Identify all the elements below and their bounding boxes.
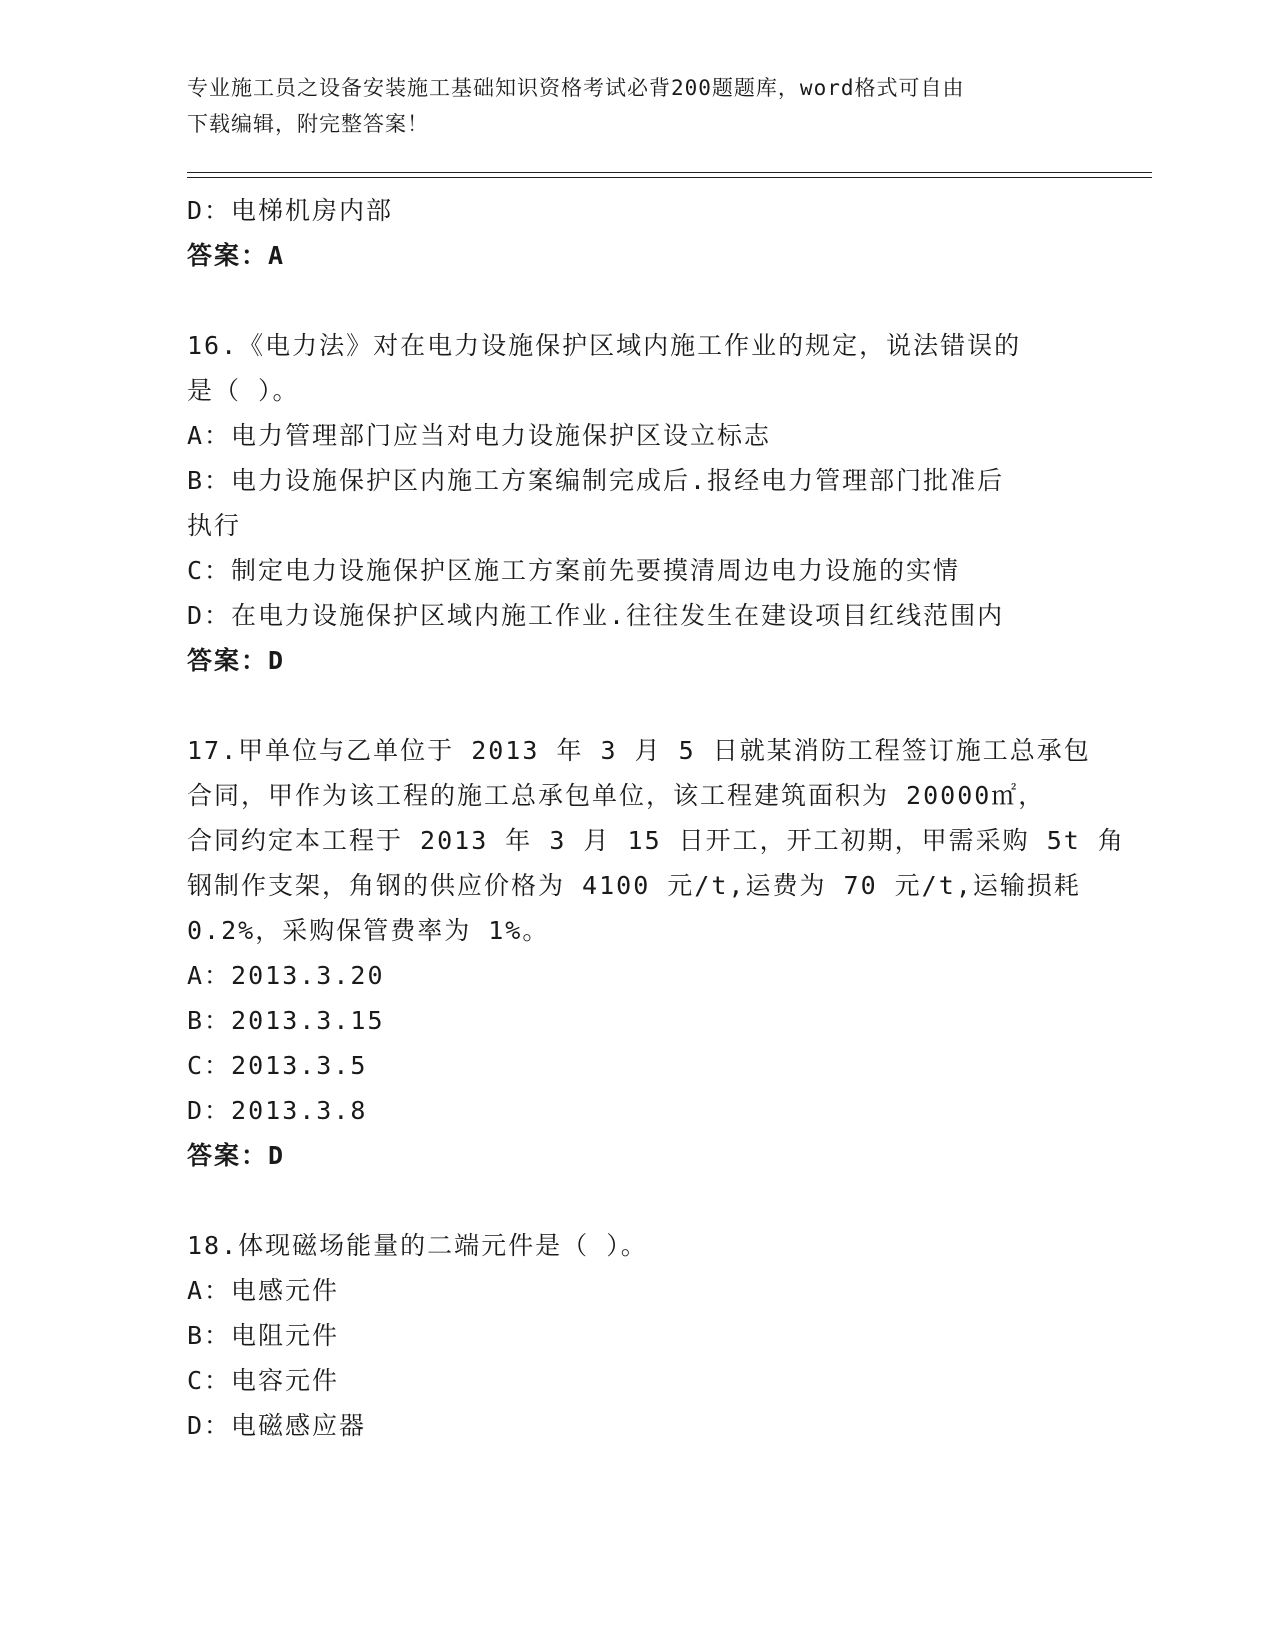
header-title-line-2: 下载编辑，附完整答案！	[187, 112, 429, 136]
question-stem: 17.甲单位与乙单位于 2013 年 3 月 5 日就某消防工程签订施工总承包	[187, 736, 1091, 765]
question-stem: 合同，甲作为该工程的施工总承包单位，该工程建筑面积为 20000㎡，	[187, 781, 1046, 810]
prev-question	[187, 188, 1087, 278]
header-divider-bottom	[187, 177, 1152, 178]
question-16	[187, 323, 1087, 683]
question-17	[187, 728, 1125, 1178]
option-b-continued: 执行	[187, 511, 242, 540]
option-a: A：2013.3.20	[187, 961, 385, 990]
option-d: D：2013.3.8	[187, 1096, 368, 1125]
question-stem: 0.2%，采购保管费率为 1%。	[187, 916, 550, 945]
document-header	[187, 70, 1067, 142]
answer-line: 答案：D	[187, 646, 286, 675]
option-c: C：制定电力设施保护区施工方案前先要摸清周边电力设施的实情	[187, 556, 961, 585]
question-stem: 合同约定本工程于 2013 年 3 月 15 日开工，开工初期，甲需采购 5t 角	[187, 826, 1125, 855]
question-stem: 钢制作支架，角钢的供应价格为 4100 元/t,运费为 70 元/t,运输损耗	[187, 871, 1081, 900]
answer-line: 答案：A	[187, 241, 286, 270]
option-d: D：电磁感应器	[187, 1411, 367, 1440]
option-a: A：电力管理部门应当对电力设施保护区设立标志	[187, 421, 772, 450]
option-a: A：电感元件	[187, 1276, 340, 1305]
header-title-line-1: 专业施工员之设备安装施工基础知识资格考试必背200题题库，word格式可自由	[187, 76, 965, 100]
question-stem: 16.《电力法》对在电力设施保护区域内施工作业的规定，说法错误的	[187, 331, 1022, 360]
option-b: B：电力设施保护区内施工方案编制完成后.报经电力管理部门批准后	[187, 466, 1005, 495]
answer-line: 答案：D	[187, 1141, 286, 1170]
option-b: B：2013.3.15	[187, 1006, 385, 1035]
question-stem: 18.体现磁场能量的二端元件是（ ）。	[187, 1231, 648, 1260]
option-d: D：在电力设施保护区域内施工作业.往往发生在建设项目红线范围内	[187, 601, 1005, 630]
option-c: C：2013.3.5	[187, 1051, 368, 1080]
question-content	[187, 188, 1125, 1448]
option-c: C：电容元件	[187, 1366, 340, 1395]
question-18	[187, 1223, 1087, 1448]
question-stem: 是（ ）。	[187, 376, 300, 405]
option-d: D：电梯机房内部	[187, 196, 394, 225]
option-b: B：电阻元件	[187, 1321, 340, 1350]
header-divider-top	[187, 172, 1152, 173]
